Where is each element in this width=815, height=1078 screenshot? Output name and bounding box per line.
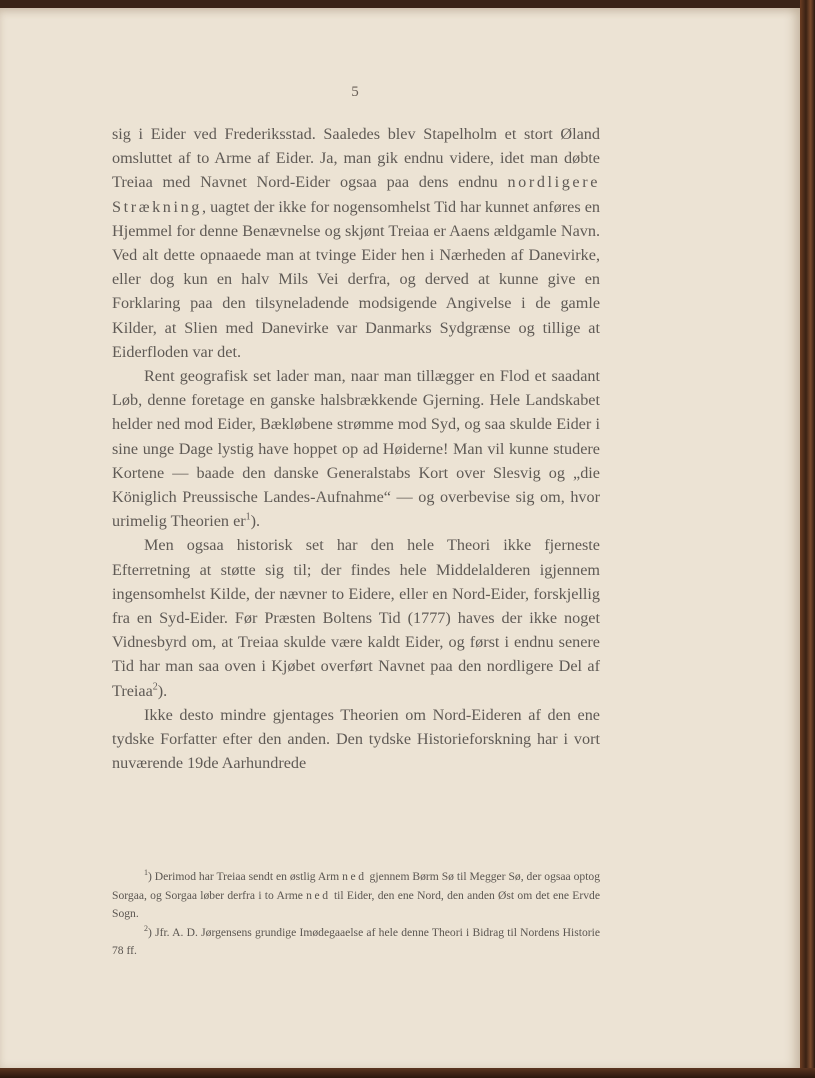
paragraph-4-text: Ikke desto mindre gjentages Theorien om Nord-Eideren af den ene tydske Forfatter efter den anden. Den tydske Historieforskning har i vort nuværende 19de Aarhundrede [112,705,600,773]
body-text [112,122,600,775]
book-page [0,8,800,1070]
paragraph-2-text: Rent geografisk set lader man, naar man tillægger en Flod et saadant Løb, denne foretage en ganske halsbrækkende Gjerning. Hele Landskabet helder ned mod Eider, Bækløbene strømme mod Syd, og saa skulde Eider i sine unge Dage lystig have hoppet op ad Høiderne! Man vil kunne studere Kortene — baade den danske Generalstabs Kort over Slesvig og „die Königlich Preussische Landes-Aufnahme“ — og overbevise sig om, hvor urimelig Theorien er [112,367,600,531]
paragraph-2-end: ). [250,512,261,531]
footnote-ref-2: 2 [152,681,158,693]
footnote-1-spaced-1: ned [342,870,367,883]
paragraph-3-end: ). [157,681,168,700]
book-edge-right [800,0,815,1078]
footnote-1-spaced-2: ned [306,888,331,902]
footnotes [112,868,600,961]
footnote-2-text: ) Jfr. A. D. Jørgensens grundige Imødegaaelse af hele denne Theori i Bidrag til Nordens Historie 78 ff. [112,925,600,957]
paragraph-4 [112,703,600,776]
spaced-emphasis: nordligere Strækning [112,173,600,216]
footnote-1-mark: 1 [144,868,148,878]
paragraph-3-text: Men ogsaa historisk set har den hele Theori ikke fjerneste Efterretning at støtte sig til; der findes hele Middelalderen igjennem ingensomhelst Kilde, der nævner to Eidere, eller en Nord-Eider, forskjellig fra en Syd-Eider. Før Præsten Boltens Tid (1777) haves der ikke noget Vidnesbyrd om, at Treiaa skulde være kaldt Eider, og først i endnu senere Tid har man saa oven i Kjøbet overført Navnet paa den nordligere Del af Treiaa [112,536,600,700]
footnote-2-mark: 2 [144,923,148,933]
footnote-1 [112,868,600,924]
footnote-ref-1: 1 [245,511,251,523]
footnote-1-text-b: gjennem Børm Sø til Megger Sø, der ogsaa optog Sorgaa, og Sorgaa løber derfra i to Arme [112,870,601,902]
paragraph-1-text-a: sig i Eider ved Frederiksstad. Saaledes blev Stapelholm et stort Øland omsluttet af to Arme af Eider. Ja, man gik endnu videre, idet man døbte Treiaa med Navnet Nord-Eider ogsaa paa dens endnu [112,125,600,192]
paragraph-2 [112,364,600,533]
footnote-2 [112,924,600,961]
paragraph-1-text-b: , uagtet der ikke for nogensomhelst Tid har kunnet anføres en Hjemmel for denne Benævnelse og skjønt Treiaa er Aaens ældgamle Navn. Ved alt dette opnaaede man at tvinge Eider hen i Nærheden af Danevirke, eller dog kun en halv Mils Vei derfra, og derved at kunne give en Forklaring paa den tilsyneladende modsigende Angivelse i de gamle Kilder, at Slien med Danevirke var Danmarks Sydgrænse og tillige at Eiderfloden var det. [112,197,600,361]
footnote-1-text-c: til Eider, den ene Nord, den anden Øst om det ene Ervde Sogn. [112,888,600,920]
book-edge-bottom [0,1068,815,1078]
page-number: 5 [351,84,359,100]
paragraph-3 [112,533,600,702]
paragraph-1 [112,122,600,364]
footnote-1-text-a: ) Derimod har Treiaa sendt en østlig Arm [148,870,343,883]
